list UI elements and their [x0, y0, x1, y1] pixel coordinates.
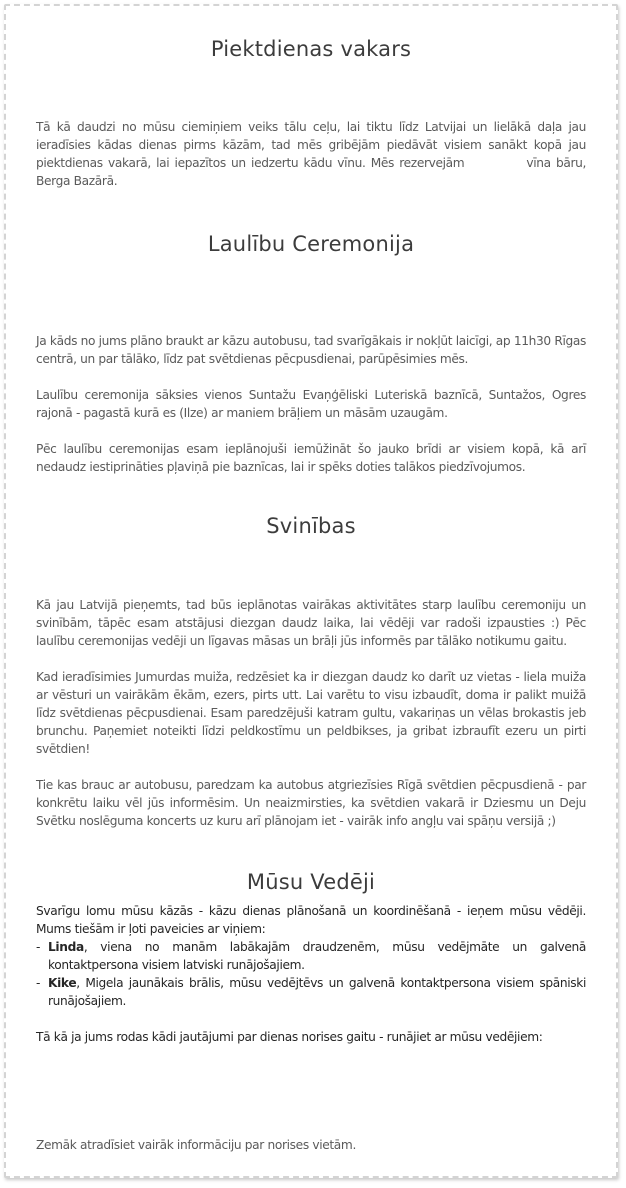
person-name: Kike	[48, 976, 77, 990]
list-dash: -	[36, 976, 41, 990]
friday-evening-text: Tā kā daudzi no mūsu ciemiņiem veiks tālu ceļu, lai tiktu līdz Latvijai un lielākā daļa jau ieradīsies kādas dienas pirms kāzām, tad mēs gribējām piedāvāt visiem sanākt kopā jau piektdienas vakarā, lai iepazītos un iedzertu kādu vīnu. Mēs rezervejām	[36, 120, 586, 170]
ceremony-paragraph-1: Ja kāds no jums plāno braukt ar kāzu autobusu, tad svarīgākais ir nokļūt laicīgi, ap 11h30 Rīgas centrā, un par tālāko, līdz pat svētdienas pēcpusdienai, parūpēsimies mēs.	[36, 334, 586, 366]
list-item	[36, 974, 586, 1010]
person-description: , Migela jaunākais brālis, mūsu vedējtēvs un galvenā kontaktpersona visiem spāniski runājošajiem.	[48, 976, 586, 1008]
section-title-celebration: Svinības	[266, 514, 356, 538]
person-name: Linda	[48, 940, 84, 954]
document-page	[4, 4, 618, 1178]
celebration-paragraph-1: Kā jau Latvijā pieņemts, tad būs ieplānotas vairākas aktivitātes starp laulību ceremoniju un svinībām, tāpēc esam atstājusi diezgan daudz laika, lai vēdēji var radoši izpausties :) Pēc laulību ceremonijas vedēji un līgavas māsas un brāļi jūs informēs par tālāko notikumu gaitu.	[36, 598, 586, 648]
list-dash: -	[36, 940, 41, 954]
list-item	[36, 938, 586, 974]
ceremony-paragraph-2: Laulību ceremonija sāksies vienos Suntažu Evaņģēliski Luteriskā baznīcā, Suntažos, Ogres rajonā - pagastā kurā es (Ilze) ar maniem brāļiem un māsām uzaugām.	[36, 388, 586, 420]
section-title-ceremony: Laulību Ceremonija	[207, 232, 415, 256]
best-people-list	[36, 938, 586, 1010]
celebration-paragraph-3: Tie kas brauc ar autobusu, paredzam ka autobus atgriezīsies Rīgā svētdien pēcpusdienā - par konkrētu laiku vēl jūs informēsim. Un neaizmirsties, ka svētdien vakarā ir Dziesmu un Deju Svētku noslēguma koncerts uz kuru arī plānojam iet - vairāk info angļu vai spāņu versijā ;)	[36, 778, 586, 828]
friday-evening-paragraph	[36, 118, 586, 190]
ceremony-paragraph-3: Pēc laulību ceremonijas esam ieplānojuši iemūžināt šo jauko brīdi ar visiem kopā, kā arī nedaudz iestiprināties pļaviņā pie baznīcas, lai ir spēks doties talākos piedzīvojumos.	[36, 442, 586, 474]
footer-paragraph: Zemāk atradīsiet vairāk informāciju par norises vietām.	[36, 1138, 356, 1152]
section-title-friday-evening: Piektdienas vakars	[210, 37, 412, 61]
friday-evening-text-end: vīna bāru, Berga Bazārā.	[36, 156, 587, 188]
section-title-best-people: Mūsu Vedēji	[246, 870, 376, 894]
questions-paragraph: Tā kā ja jums rodas kādi jautājumi par dienas norises gaitu - runājiet ar mūsu vedējiem:	[36, 1030, 543, 1044]
best-people-intro: Svarīgu lomu mūsu kāzās - kāzu dienas plānošanā un koordinēšanā - ieņem mūsu vēdēji. Mums tiešām ir ļoti paveicies ar viņiem:	[36, 904, 586, 936]
person-description: , viena no manām labākajām draudzenēm, mūsu vedējmāte un galvenā kontaktpersona visiem latviski runājošajiem.	[48, 940, 586, 972]
celebration-paragraph-2: Kad ieradīsimies Jumurdas muiža, redzēsiet ka ir diezgan daudz ko darīt uz vietas - liela muiža ar vēsturi un vairākām ēkām, ezers, pirts utt. Lai varētu to visu izbaudīt, doma ir palikt muižā līdz svētdienas pēcpusdienai. Esam paredzējuši katram gultu, vakariņas un vēlas brokastis jeb brunchu. Paņemiet noteikti līdzi peldkostīmu un peldbikses, ja gribat izbraufīt ezeru un pirti svētdien!	[36, 670, 586, 756]
